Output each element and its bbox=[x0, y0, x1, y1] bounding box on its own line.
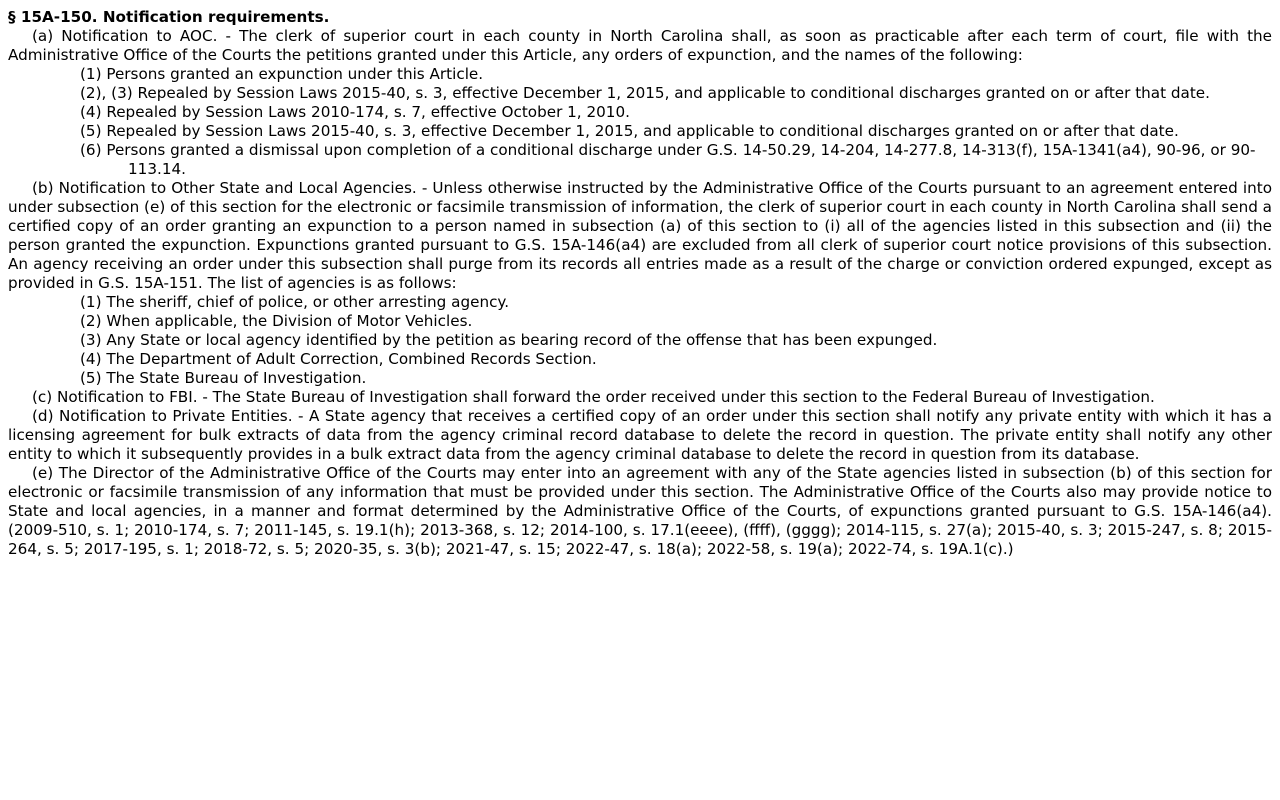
subsection-a-intro: (a) Notification to AOC. - The clerk of superior court in each county in North Carolina shall, as soon as practicable after each term of court, file with the Administrative Office of the Courts the petitions granted under this Article, any orders of expunction, and the names of the following: bbox=[8, 27, 1272, 64]
subsection-d: (d) Notification to Private Entities. - A State agency that receives a certified copy of an order under this section shall notify any private entity with which it has a licensing agreement for bulk extracts of data from the agency criminal record database to delete the record in question. The private entity shall notify any other entity to which it subsequently provides in a bulk extract data from the agency criminal database to delete the record in question from its database. bbox=[8, 407, 1272, 463]
subsection-b-item-2: (2) When applicable, the Division of Motor Vehicles. bbox=[80, 312, 473, 330]
subsection-a-item-2-3: (2), (3) Repealed by Session Laws 2015-40, s. 3, effective December 1, 2015, and applicable to conditional discharges granted on or after that date. bbox=[80, 84, 1210, 102]
subsection-a-item-6: (6) Persons granted a dismissal upon completion of a conditional discharge under G.S. 14-50.29, 14-204, 14-277.8, 14-313(f), 15A-1341(a4), 90-96, or 90-113.14. bbox=[80, 141, 1256, 178]
subsection-b-intro: (b) Notification to Other State and Local Agencies. - Unless otherwise instructed by the Administrative Office of the Courts pursuant to an agreement entered into under subsection (e) of this section for the electronic or facsimile transmission of information, the clerk of superior court in each county in North Carolina shall send a certified copy of an order granting an expunction to a person named in subsection (a) of this section to (i) all of the agencies listed in this subsection and (ii) the person granted the expunction. Expunctions granted pursuant to G.S. 15A-146(a4) are excluded from all clerk of superior court notice provisions of this subsection. An agency receiving an order under this subsection shall purge from its records all entries made as a result of the charge or conviction ordered expunged, except as provided in G.S. 15A-151. The list of agencies is as follows: bbox=[8, 179, 1272, 292]
subsection-a-item-1: (1) Persons granted an expunction under this Article. bbox=[80, 65, 484, 83]
subsection-b-item-5: (5) The State Bureau of Investigation. bbox=[80, 369, 367, 387]
subsection-b-item-4: (4) The Department of Adult Correction, Combined Records Section. bbox=[80, 350, 597, 368]
subsection-b-item-3: (3) Any State or local agency identified by the petition as bearing record of the offense that has been expunged. bbox=[80, 331, 938, 349]
section-title: § 15A-150. Notification requirements. bbox=[8, 8, 330, 26]
subsection-a-item-5: (5) Repealed by Session Laws 2015-40, s. 3, effective December 1, 2015, and applicable to conditional discharges granted on or after that date. bbox=[80, 122, 1179, 140]
subsection-a-item-4: (4) Repealed by Session Laws 2010-174, s. 7, effective October 1, 2010. bbox=[80, 103, 630, 121]
subsection-b-item-1: (1) The sheriff, chief of police, or other arresting agency. bbox=[80, 293, 510, 311]
subsection-c: (c) Notification to FBI. - The State Bureau of Investigation shall forward the order received under this section to the Federal Bureau of Investigation. bbox=[32, 388, 1155, 406]
subsection-e: (e) The Director of the Administrative Office of the Courts may enter into an agreement with any of the State agencies listed in subsection (b) of this section for electronic or facsimile transmission of any information that must be provided under this section. The Administrative Office of the Courts also may provide notice to State and local agencies, in a manner and format determined by the Administrative Office of the Courts, of expunctions granted pursuant to G.S. 15A-146(a4). (2009-510, s. 1; 2010-174, s. 7; 2011-145, s. 19.1(h); 2013-368, s. 12; 2014-100, s. 17.1(eeee), (ffff), (gggg); 2014-115, s. 27(a); 2015-40, s. 3; 2015-247, s. 8; 2015-264, s. 5; 2017-195, s. 1; 2018-72, s. 5; 2020-35, s. 3(b); 2021-47, s. 15; 2022-47, s. 18(a); 2022-58, s. 19(a); 2022-74, s. 19A.1(c).) bbox=[8, 464, 1272, 558]
